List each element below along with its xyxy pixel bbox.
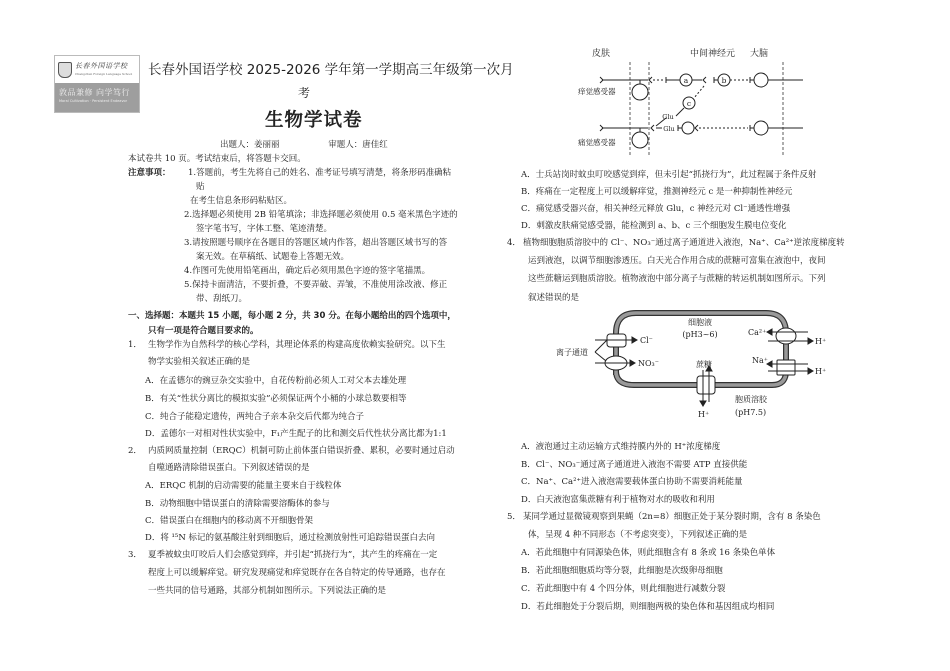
neuron-b-label: b (721, 76, 727, 85)
logo-motto-band (55, 83, 139, 112)
school-logo (54, 55, 140, 113)
question-stem: 植物细胞胞质溶胶中的 Cl⁻、NO₃⁻通过离子通道进入液泡，Na⁺、Ca²⁺逆浓度梯度转 (523, 238, 845, 248)
sucrose-label: 蔗糖 (696, 360, 712, 369)
note-line: 1.答题前，考生先将自己的姓名、准考证号填写清楚，将条形码准确粘 (188, 168, 452, 178)
neuron-pathway-diagram (578, 44, 818, 159)
page-title: 生物学试卷 (265, 110, 363, 131)
logo-top (55, 56, 139, 83)
question-number: 3． (128, 550, 142, 560)
note-line: 5.保持卡面清洁，不要折叠，不要弄破、弄皱，不准使用涂改液、修正 (184, 280, 448, 290)
question-stem: 程度上可以缓解痒觉。研究发现痛觉和痒觉既存在各自特定的传导通路，也存在 (148, 568, 446, 578)
label-pain-receptor: 痛觉感受器 (578, 138, 616, 147)
note-line: 签字笔书写，字体工整、笔迹清楚。 (196, 224, 333, 234)
option-b[interactable]: B．Cl⁻、NO₃⁻通过离子通道进入液泡不需要 ATP 直接供能 (521, 460, 748, 470)
option-d[interactable]: D．白天液泡富集蔗糖有利于植物对水的吸收和利用 (521, 495, 715, 505)
neuron-c-label: c (686, 99, 692, 108)
option-b[interactable]: B．动物细胞中错误蛋白的清除需要溶酶体的参与 (145, 499, 330, 509)
question-stem: 内质网质量控制（ERQC）机制可防止前体蛋白错误折叠、累积，必要时通过启动 (148, 446, 455, 456)
intro-text: 本试卷共 10 页。考试结束后，将答题卡交回。 (128, 154, 306, 164)
label-interneuron: 中间神经元 (690, 49, 736, 59)
question-stem: 生物学作为自然科学的核心学科，其理论体系的构建高度依赖实验研究。以下生 (148, 340, 446, 350)
h-ion-label-3: H⁺ (698, 410, 710, 419)
option-c[interactable]: C．错误蛋白在细胞内的移动离不开细胞骨架 (145, 516, 314, 526)
note-line: 2.选择题必须使用 2B 铅笔填涂；非选择题必须使用 0.5 毫米黑色字迹的 (184, 210, 458, 220)
note-line: 4.作图可先使用铅笔画出，确定后必须用黑色字迹的签字笔描黑。 (184, 266, 431, 276)
h-ion-label-1: H⁺ (815, 337, 827, 346)
question-stem: 叙述错误的是 (528, 293, 580, 303)
section-line2: 只有一项是符合题目要求的。 (148, 326, 259, 336)
option-c[interactable]: C．若此细胞中有 4 个四分体，则此细胞进行减数分裂 (521, 584, 726, 594)
option-b[interactable]: B．疼痛在一定程度上可以缓解痒觉，推测神经元 c 是一种抑制性神经元 (521, 187, 793, 197)
option-d[interactable]: D．若此细胞处于分裂后期，则细胞两极的染色体和基因组成均相同 (521, 602, 775, 612)
glu-label-1: Glu (662, 113, 674, 121)
h-ion-label-2: H⁺ (815, 367, 827, 376)
neuron-a-label: a (683, 76, 689, 85)
option-b[interactable]: B．有关“性状分离比的模拟实验”必须保证两个小桶的小球总数要相等 (145, 394, 407, 404)
ca-ion-label: Ca²⁺ (748, 328, 767, 337)
cl-ion-label: Cl⁻ (640, 336, 653, 345)
logo-motto-en: Moral Cultivation · Persistent Endeavor (59, 99, 128, 103)
note-line: 在考生信息条形码粘贴区。 (190, 196, 293, 206)
school-emblem-icon (58, 62, 72, 78)
reviewer: 审题人：唐佳红 (328, 140, 388, 150)
logo-school-name: 长春外国语学校 (75, 61, 128, 70)
option-a[interactable]: A．液泡通过主动运输方式维持膜内外的 H⁺浓度梯度 (521, 442, 721, 452)
question-stem: 物学实验相关叙述正确的是 (148, 357, 251, 367)
option-a[interactable]: A．士兵站岗时蚊虫叮咬感觉到痒，但未引起“抓挠行为”，此过程属于条件反射 (521, 170, 817, 180)
cell-sap-label: 细胞液 (688, 318, 712, 327)
option-a[interactable]: A．若此细胞中有同源染色体，则此细胞含有 8 条或 16 条染色单体 (521, 548, 776, 558)
question-number: 5． (507, 512, 521, 522)
option-c[interactable]: C．痛觉感受器兴奋，相关神经元释放 Glu，c 神经元对 Cl⁻通透性增强 (521, 204, 791, 214)
question-number: 4． (507, 238, 521, 248)
logo-school-name-en: Changchun Foreign Language School (75, 71, 133, 76)
note-line: 3.请按照题号顺序在各题目的答题区域内作答，超出答题区域书写的答 (184, 238, 448, 248)
section-header (128, 309, 500, 339)
ion-channel-label: 离子通道 (556, 348, 588, 357)
option-d[interactable]: D．孟德尔一对相对性状实验中，F₁产生配子的比和测交后代性状分离比都为1:1 (145, 429, 447, 439)
glu-label-2: Glu (663, 125, 675, 133)
logo-motto: 敦品兼修 向学笃行 (59, 88, 131, 97)
cell-sap-ph: (pH3~6) (682, 330, 718, 339)
notes-label: 注意事项： (128, 168, 171, 178)
label-skin: 皮肤 (592, 49, 611, 59)
na-ion-label: Na⁺ (752, 356, 768, 365)
cytosol-ph: (pH7.5) (735, 408, 767, 417)
no3-ion-label: NO₃⁻ (638, 359, 659, 368)
question-number: 1． (128, 340, 142, 350)
question-stem: 体，呈现 4 种不同形态（不考虑突变），下列叙述正确的是 (528, 530, 748, 540)
question-stem: 自噬通路清除错误蛋白。下列叙述错误的是 (148, 463, 310, 473)
option-d[interactable]: D．将 ¹⁵N 标记的氨基酸注射到细胞后，通过检测放射性可追踪错误蛋白去向 (145, 533, 435, 543)
authors-line (220, 138, 388, 150)
label-brain: 大脑 (750, 49, 769, 59)
note-line: 贴 (196, 182, 205, 192)
question-stem: 运到液泡，以调节细胞渗透压。白天光合作用合成的蔗糖可富集在液泡中，夜间 (528, 256, 826, 266)
option-a[interactable]: A．ERQC 机制的启动需要的能量主要来自于线粒体 (145, 481, 342, 491)
option-a[interactable]: A．在孟德尔的豌豆杂交实验中，自花传粉前必须人工对父本去雄处理 (145, 376, 407, 386)
option-b[interactable]: B．若此细胞细胞质均等分裂，此细胞是次级卵母细胞 (521, 566, 723, 576)
exam-title-line1: 长春外国语学校 2025-2026 学年第一学期高三年级第一次月 (148, 62, 514, 78)
option-c[interactable]: C．Na⁺、Ca²⁺进入液泡需要载体蛋白协助不需要消耗能量 (521, 477, 743, 487)
section-line1: 一、选择题：本题共 15 小题，每小题 2 分，共 30 分。在每小题给出的四个选项中， (128, 311, 456, 321)
question-stem: 某同学通过显微镜观察到果蝇（2n=8）细胞正处于某分裂时期，含有 8 条染色 (523, 512, 821, 522)
vacuole-transport-diagram (550, 305, 850, 430)
label-itch-receptor: 痒觉感受器 (578, 87, 616, 96)
exam-title-line2: 考 (298, 86, 311, 100)
author: 出题人：姜丽丽 (220, 140, 280, 150)
question-stem: 这些蔗糖运到胞质溶胶。植物液泡中部分离子与蔗糖的转运机制如图所示。下列 (528, 274, 826, 284)
cytosol-label: 胞质溶胶 (735, 395, 767, 404)
question-stem: 一些共同的信号通路，其部分机制如图所示。下列说法正确的是 (148, 586, 387, 596)
option-c[interactable]: C．纯合子能稳定遗传，两纯合子亲本杂交后代都为纯合子 (145, 412, 365, 422)
question-stem: 夏季被蚊虫叮咬后人们会感觉到痒，并引起“抓挠行为”，其产生的疼痛在一定 (148, 550, 438, 560)
note-line: 带、刮纸刀。 (196, 294, 248, 304)
note-line: 案无效。在草稿纸、试题卷上答题无效。 (196, 252, 350, 262)
question-number: 2． (128, 446, 142, 456)
option-d[interactable]: D．刺激皮肤痛觉感受器，能检测到 a、b、c 三个细胞发生膜电位变化 (521, 221, 787, 231)
